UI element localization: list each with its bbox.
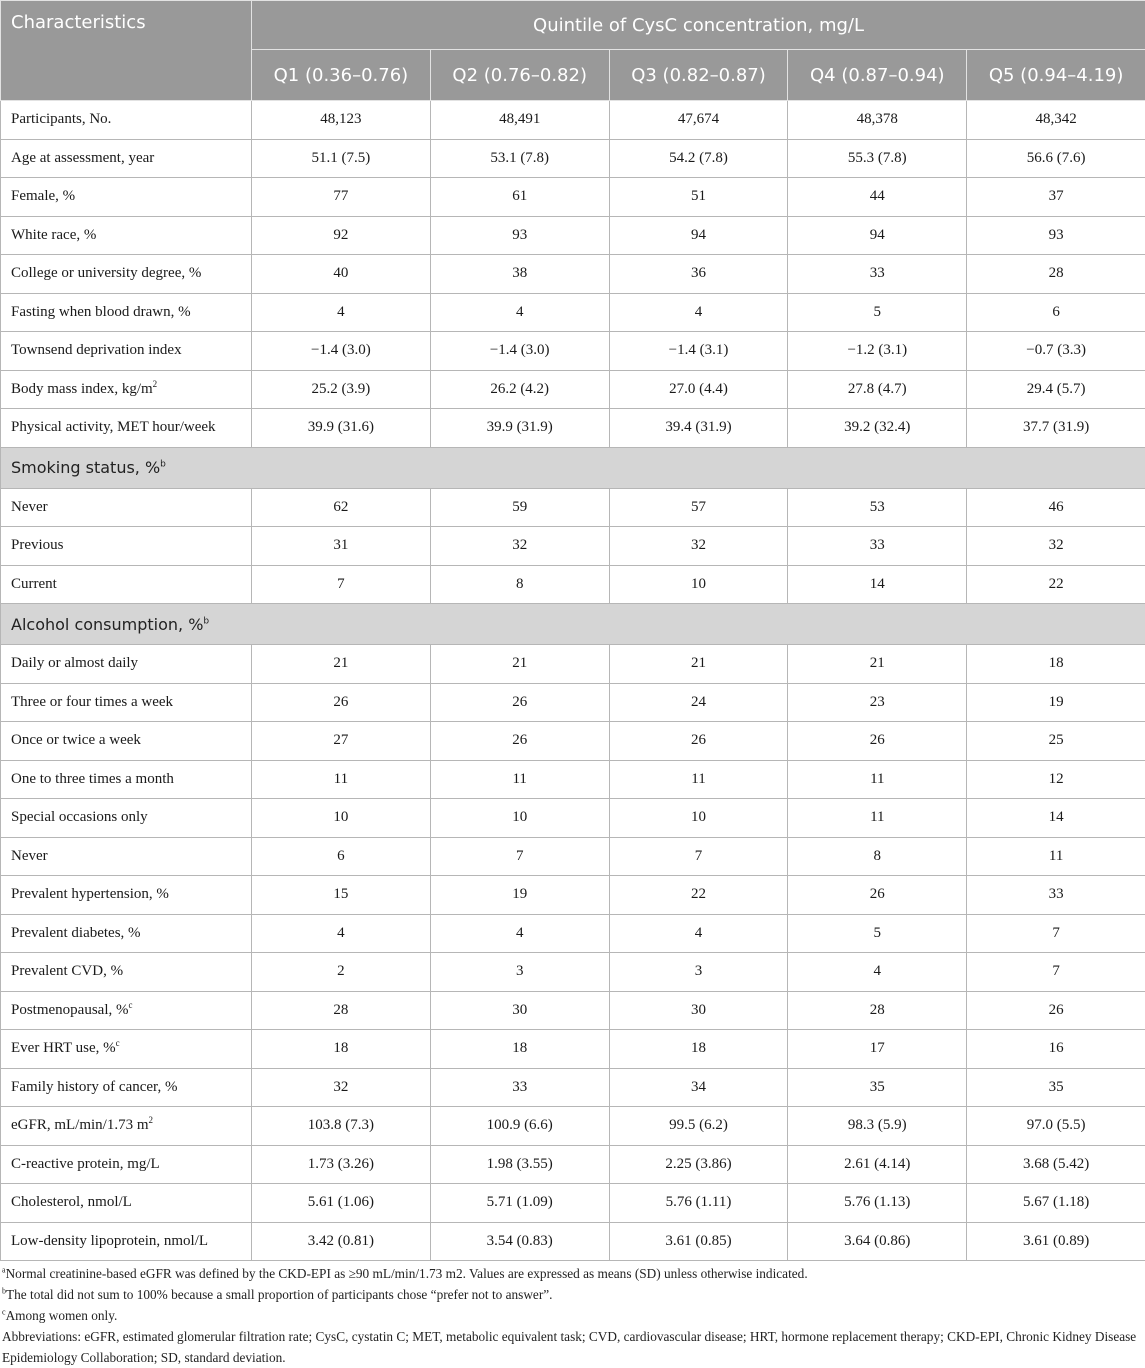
cell-q1: 39.9 (31.6) bbox=[252, 409, 431, 448]
cell-q1: 6 bbox=[252, 837, 431, 876]
quintile-header-q5: Q5 (0.94–4.19) bbox=[967, 50, 1145, 101]
cell-q5: 14 bbox=[967, 799, 1145, 838]
row-label: C-reactive protein, mg/L bbox=[1, 1145, 252, 1184]
cell-q1: 48,123 bbox=[252, 101, 431, 140]
cell-q5: 46 bbox=[967, 488, 1145, 527]
cell-q1: 11 bbox=[252, 760, 431, 799]
cell-q3: 36 bbox=[609, 255, 788, 294]
cell-q1: 1.73 (3.26) bbox=[252, 1145, 431, 1184]
table-row bbox=[1, 1145, 1145, 1184]
cell-q2: 11 bbox=[430, 760, 609, 799]
cell-q5: 33 bbox=[967, 876, 1145, 915]
cell-q2: −1.4 (3.0) bbox=[430, 332, 609, 371]
row-label: College or university degree, % bbox=[1, 255, 252, 294]
cell-q3: 11 bbox=[609, 760, 788, 799]
cell-q4: 2.61 (4.14) bbox=[788, 1145, 967, 1184]
cell-q4: 21 bbox=[788, 645, 967, 684]
cell-q5: 37 bbox=[967, 178, 1145, 217]
row-label: White race, % bbox=[1, 216, 252, 255]
section-row-smoking bbox=[1, 447, 1145, 488]
row-label: Special occasions only bbox=[1, 799, 252, 838]
cell-q2: 26 bbox=[430, 722, 609, 761]
cell-q3: 10 bbox=[609, 799, 788, 838]
cell-q3: 3.61 (0.85) bbox=[609, 1222, 788, 1261]
cell-q4: 26 bbox=[788, 722, 967, 761]
cell-q5: 22 bbox=[967, 565, 1145, 604]
cell-q2: 100.9 (6.6) bbox=[430, 1107, 609, 1146]
cell-q1: 15 bbox=[252, 876, 431, 915]
footnote-mark: b bbox=[203, 616, 209, 626]
cell-q4: 23 bbox=[788, 683, 967, 722]
cell-q3: 34 bbox=[609, 1068, 788, 1107]
row-label: Age at assessment, year bbox=[1, 139, 252, 178]
cell-q4: 8 bbox=[788, 837, 967, 876]
table-row bbox=[1, 293, 1145, 332]
cell-q5: 37.7 (31.9) bbox=[967, 409, 1145, 448]
cell-q3: 3 bbox=[609, 953, 788, 992]
table-row bbox=[1, 178, 1145, 217]
cell-q3: 4 bbox=[609, 293, 788, 332]
cell-q3: 27.0 (4.4) bbox=[609, 370, 788, 409]
cell-q2: 38 bbox=[430, 255, 609, 294]
cell-q4: 3.64 (0.86) bbox=[788, 1222, 967, 1261]
row-label: Never bbox=[1, 837, 252, 876]
row-label: Daily or almost daily bbox=[1, 645, 252, 684]
cell-q5: 19 bbox=[967, 683, 1145, 722]
row-label: Prevalent hypertension, % bbox=[1, 876, 252, 915]
cell-q2: 30 bbox=[430, 991, 609, 1030]
row-label: Three or four times a week bbox=[1, 683, 252, 722]
table-row bbox=[1, 1107, 1145, 1146]
quintile-header-q2: Q2 (0.76–0.82) bbox=[430, 50, 609, 101]
cell-q4: 94 bbox=[788, 216, 967, 255]
cell-q2: 39.9 (31.9) bbox=[430, 409, 609, 448]
table-row bbox=[1, 255, 1145, 294]
cell-q4: 33 bbox=[788, 527, 967, 566]
cell-q3: 4 bbox=[609, 914, 788, 953]
table-body bbox=[1, 101, 1145, 1261]
cell-q1: 7 bbox=[252, 565, 431, 604]
table-row bbox=[1, 645, 1145, 684]
table-row bbox=[1, 683, 1145, 722]
cell-q4: 48,378 bbox=[788, 101, 967, 140]
section-row-alcohol bbox=[1, 604, 1145, 645]
quintile-header-q1: Q1 (0.36–0.76) bbox=[252, 50, 431, 101]
cell-q5: 3.61 (0.89) bbox=[967, 1222, 1145, 1261]
table-row bbox=[1, 527, 1145, 566]
cell-q3: 32 bbox=[609, 527, 788, 566]
cell-q2: 19 bbox=[430, 876, 609, 915]
quintile-group-header: Quintile of CysC concentration, mg/L bbox=[252, 1, 1145, 50]
row-label: One to three times a month bbox=[1, 760, 252, 799]
cell-q5: 11 bbox=[967, 837, 1145, 876]
cell-q4: 55.3 (7.8) bbox=[788, 139, 967, 178]
cell-q5: 28 bbox=[967, 255, 1145, 294]
cell-q5: 7 bbox=[967, 953, 1145, 992]
row-label: Never bbox=[1, 488, 252, 527]
table-row bbox=[1, 760, 1145, 799]
cell-q5: −0.7 (3.3) bbox=[967, 332, 1145, 371]
cell-q3: 94 bbox=[609, 216, 788, 255]
section-label: Alcohol consumption, %$^b$ bbox=[1, 604, 1145, 645]
row-label: Fasting when blood drawn, % bbox=[1, 293, 252, 332]
cell-q2: 10 bbox=[430, 799, 609, 838]
cell-q1: 28 bbox=[252, 991, 431, 1030]
cell-q1: 77 bbox=[252, 178, 431, 217]
cell-q3: 30 bbox=[609, 991, 788, 1030]
cell-q5: 3.68 (5.42) bbox=[967, 1145, 1145, 1184]
cell-q2: 3.54 (0.83) bbox=[430, 1222, 609, 1261]
table-row bbox=[1, 953, 1145, 992]
cell-q4: 53 bbox=[788, 488, 967, 527]
cell-q5: 48,342 bbox=[967, 101, 1145, 140]
cell-q5: 93 bbox=[967, 216, 1145, 255]
row-label: Previous bbox=[1, 527, 252, 566]
row-label: Physical activity, MET hour/week bbox=[1, 409, 252, 448]
section-label: Smoking status, %$^b$ bbox=[1, 447, 1145, 488]
row-label: Postmenopausal, %$^c$ bbox=[1, 991, 252, 1030]
cell-q5: 29.4 (5.7) bbox=[967, 370, 1145, 409]
cell-q2: 21 bbox=[430, 645, 609, 684]
cell-q1: 31 bbox=[252, 527, 431, 566]
table-row bbox=[1, 370, 1145, 409]
table-header bbox=[1, 1, 1145, 101]
cell-q5: 32 bbox=[967, 527, 1145, 566]
cell-q3: 26 bbox=[609, 722, 788, 761]
cell-q2: 26.2 (4.2) bbox=[430, 370, 609, 409]
cell-q4: 39.2 (32.4) bbox=[788, 409, 967, 448]
cell-q3: 39.4 (31.9) bbox=[609, 409, 788, 448]
table-row bbox=[1, 139, 1145, 178]
row-label: Body mass index, $kg/m^2$ bbox=[1, 370, 252, 409]
table-row bbox=[1, 914, 1145, 953]
table-row bbox=[1, 991, 1145, 1030]
cell-q1: 27 bbox=[252, 722, 431, 761]
cell-q2: 1.98 (3.55) bbox=[430, 1145, 609, 1184]
cell-q5: 25 bbox=[967, 722, 1145, 761]
cell-q4: 11 bbox=[788, 799, 967, 838]
cell-q2: 7 bbox=[430, 837, 609, 876]
cell-q5: 5.67 (1.18) bbox=[967, 1184, 1145, 1223]
row-label: Prevalent diabetes, % bbox=[1, 914, 252, 953]
cell-q4: 35 bbox=[788, 1068, 967, 1107]
cell-q5: 12 bbox=[967, 760, 1145, 799]
abbreviations: Abbreviations: eGFR, estimated glomerular filtration rate; CysC, cystatin C; MET, metabolic equivalent task; CVD, cardiovascular disease; HRT, hormone replacement therapy; CKD-EPI, Chronic Kidney Disease Epidemiology Collaboration; SD, standard deviation. bbox=[2, 1326, 1142, 1368]
table-row bbox=[1, 722, 1145, 761]
cell-q1: 103.8 (7.3) bbox=[252, 1107, 431, 1146]
cell-q1: 2 bbox=[252, 953, 431, 992]
cell-q3: 18 bbox=[609, 1030, 788, 1069]
cell-q4: 26 bbox=[788, 876, 967, 915]
cell-q2: 61 bbox=[430, 178, 609, 217]
cell-q4: 11 bbox=[788, 760, 967, 799]
cell-q4: 5 bbox=[788, 293, 967, 332]
row-label: Prevalent CVD, % bbox=[1, 953, 252, 992]
cell-q5: 7 bbox=[967, 914, 1145, 953]
table-row bbox=[1, 101, 1145, 140]
row-label: eGFR, mL/min/1.73 $m^2$ bbox=[1, 1107, 252, 1146]
cell-q3: 24 bbox=[609, 683, 788, 722]
cell-q1: 32 bbox=[252, 1068, 431, 1107]
table-row bbox=[1, 1184, 1145, 1223]
cell-q5: 6 bbox=[967, 293, 1145, 332]
cell-q5: 18 bbox=[967, 645, 1145, 684]
row-label: Female, % bbox=[1, 178, 252, 217]
footnote-mark: c bbox=[129, 1000, 133, 1010]
row-label: Low-density lipoprotein, nmol/L bbox=[1, 1222, 252, 1261]
cell-q2: 53.1 (7.8) bbox=[430, 139, 609, 178]
footnote-c: $^c$Among women only. bbox=[2, 1305, 1142, 1326]
cell-q3: 7 bbox=[609, 837, 788, 876]
table-row bbox=[1, 565, 1145, 604]
cell-q3: 47,674 bbox=[609, 101, 788, 140]
table-row bbox=[1, 409, 1145, 448]
cell-q3: 54.2 (7.8) bbox=[609, 139, 788, 178]
footnote-a: $^a$Normal creatinine-based eGFR was defined by the CKD-EPI as ≥90 mL/min/1.73 m2. Values are expressed as means (SD) unless otherwise indicated. bbox=[2, 1263, 1142, 1284]
table-row bbox=[1, 876, 1145, 915]
footnote-mark: b bbox=[160, 460, 166, 470]
cell-q4: 33 bbox=[788, 255, 967, 294]
cell-q1: 51.1 (7.5) bbox=[252, 139, 431, 178]
cell-q1: 25.2 (3.9) bbox=[252, 370, 431, 409]
cell-q2: 93 bbox=[430, 216, 609, 255]
table-row bbox=[1, 216, 1145, 255]
cell-q4: 98.3 (5.9) bbox=[788, 1107, 967, 1146]
footnote-mark: 2 bbox=[153, 379, 158, 389]
table-row bbox=[1, 332, 1145, 371]
cell-q2: 4 bbox=[430, 293, 609, 332]
cell-q1: 92 bbox=[252, 216, 431, 255]
cell-q5: 16 bbox=[967, 1030, 1145, 1069]
cell-q5: 26 bbox=[967, 991, 1145, 1030]
cell-q1: 21 bbox=[252, 645, 431, 684]
table-row bbox=[1, 837, 1145, 876]
cell-q2: 8 bbox=[430, 565, 609, 604]
cell-q4: 14 bbox=[788, 565, 967, 604]
table-footnotes bbox=[2, 1263, 1142, 1368]
cell-q3: 10 bbox=[609, 565, 788, 604]
cell-q4: 44 bbox=[788, 178, 967, 217]
cell-q5: 56.6 (7.6) bbox=[967, 139, 1145, 178]
footnote-b: $^b$The total did not sum to 100% because a small proportion of participants chose “prefer not to answer”. bbox=[2, 1284, 1142, 1305]
cell-q3: 2.25 (3.86) bbox=[609, 1145, 788, 1184]
cell-q4: 27.8 (4.7) bbox=[788, 370, 967, 409]
cell-q1: 3.42 (0.81) bbox=[252, 1222, 431, 1261]
cell-q3: 21 bbox=[609, 645, 788, 684]
cell-q1: 62 bbox=[252, 488, 431, 527]
cell-q2: 32 bbox=[430, 527, 609, 566]
cell-q1: 5.61 (1.06) bbox=[252, 1184, 431, 1223]
row-label: Cholesterol, nmol/L bbox=[1, 1184, 252, 1223]
cell-q5: 97.0 (5.5) bbox=[967, 1107, 1145, 1146]
row-label: Current bbox=[1, 565, 252, 604]
cell-q3: 22 bbox=[609, 876, 788, 915]
cell-q1: 26 bbox=[252, 683, 431, 722]
quintile-header-q4: Q4 (0.87–0.94) bbox=[788, 50, 967, 101]
cell-q4: 17 bbox=[788, 1030, 967, 1069]
footnote-mark: 2 bbox=[149, 1115, 154, 1125]
cell-q3: 57 bbox=[609, 488, 788, 527]
footnote-mark: c bbox=[116, 1038, 120, 1048]
cell-q1: 40 bbox=[252, 255, 431, 294]
cell-q3: 51 bbox=[609, 178, 788, 217]
row-label: Once or twice a week bbox=[1, 722, 252, 761]
cell-q4: 5 bbox=[788, 914, 967, 953]
table-row bbox=[1, 1030, 1145, 1069]
row-label: Ever HRT use, %$^c$ bbox=[1, 1030, 252, 1069]
cell-q2: 5.71 (1.09) bbox=[430, 1184, 609, 1223]
table-row bbox=[1, 488, 1145, 527]
cell-q4: 5.76 (1.13) bbox=[788, 1184, 967, 1223]
cell-q2: 4 bbox=[430, 914, 609, 953]
cell-q1: 18 bbox=[252, 1030, 431, 1069]
characteristics-header: Characteristics bbox=[1, 1, 252, 101]
cell-q3: −1.4 (3.1) bbox=[609, 332, 788, 371]
cell-q2: 33 bbox=[430, 1068, 609, 1107]
row-label: Family history of cancer, % bbox=[1, 1068, 252, 1107]
row-label: Participants, No. bbox=[1, 101, 252, 140]
cell-q5: 35 bbox=[967, 1068, 1145, 1107]
cell-q2: 59 bbox=[430, 488, 609, 527]
table-row bbox=[1, 1222, 1145, 1261]
cell-q1: −1.4 (3.0) bbox=[252, 332, 431, 371]
cell-q3: 99.5 (6.2) bbox=[609, 1107, 788, 1146]
row-label: Townsend deprivation index bbox=[1, 332, 252, 371]
cell-q4: 28 bbox=[788, 991, 967, 1030]
cell-q1: 4 bbox=[252, 914, 431, 953]
cell-q2: 48,491 bbox=[430, 101, 609, 140]
cell-q2: 3 bbox=[430, 953, 609, 992]
table-row bbox=[1, 799, 1145, 838]
table-row bbox=[1, 1068, 1145, 1107]
cell-q4: −1.2 (3.1) bbox=[788, 332, 967, 371]
cell-q3: 5.76 (1.11) bbox=[609, 1184, 788, 1223]
cell-q2: 26 bbox=[430, 683, 609, 722]
cell-q4: 4 bbox=[788, 953, 967, 992]
cell-q1: 10 bbox=[252, 799, 431, 838]
quintile-header-q3: Q3 (0.82–0.87) bbox=[609, 50, 788, 101]
cell-q2: 18 bbox=[430, 1030, 609, 1069]
cell-q1: 4 bbox=[252, 293, 431, 332]
